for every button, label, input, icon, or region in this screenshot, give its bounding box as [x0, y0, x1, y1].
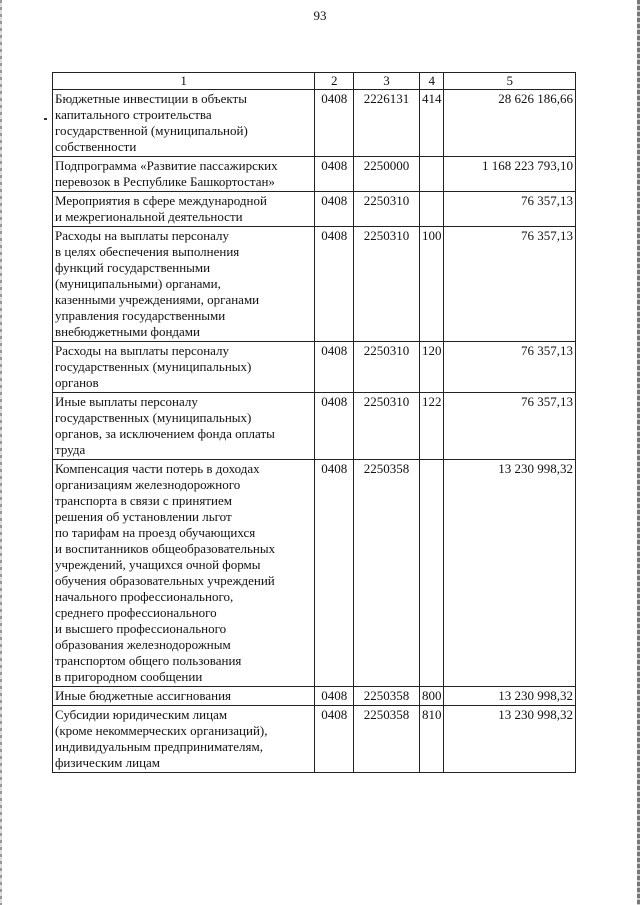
- amount-cell: 28 626 186,66: [444, 90, 576, 157]
- table-row: [53, 157, 576, 192]
- table-row: [53, 687, 576, 706]
- expense-name-line: Компенсация части потерь в доходах: [55, 461, 260, 476]
- section-code-cell: 0408: [315, 90, 354, 157]
- header-col-5: 5: [444, 73, 576, 90]
- section-code-cell: 0408: [315, 227, 354, 342]
- expense-name-line: учреждений, учащихся очной формы: [55, 557, 261, 572]
- expense-name-cell: [53, 342, 315, 393]
- expense-type-cell: [419, 192, 444, 227]
- expense-name-line: решения об установлении льгот: [55, 509, 232, 524]
- expense-name-line: управления государственными: [55, 308, 226, 323]
- article-code-cell: 2226131: [354, 90, 420, 157]
- scan-left-edge: [0, 0, 2, 905]
- page-number: 93: [313, 8, 327, 23]
- expense-name-line: транспортом общего пользования: [55, 653, 242, 668]
- expense-type-cell: 414: [419, 90, 444, 157]
- expense-name-line: капитального строительства: [55, 107, 212, 122]
- amount-cell: 76 357,13: [444, 227, 576, 342]
- expense-name-line: казенными учреждениями, органами: [55, 292, 260, 307]
- expense-name-line: Расходы на выплаты персоналу: [55, 228, 230, 243]
- header-col-4: 4: [419, 73, 444, 90]
- expense-type-cell: 810: [419, 706, 444, 773]
- section-code-cell: 0408: [315, 460, 354, 687]
- expense-name-line: (кроме некоммерческих организаций),: [55, 723, 268, 738]
- article-code-cell: 2250000: [354, 157, 420, 192]
- expense-name-line: Бюджетные инвестиции в объекты: [55, 91, 247, 106]
- expense-name-line: Субсидии юридическим лицам: [55, 707, 228, 722]
- expense-name-cell: [53, 706, 315, 773]
- expense-name-line: обучения образовательных учреждений: [55, 573, 275, 588]
- section-code-cell: 0408: [315, 192, 354, 227]
- expense-name-line: и высшего профессионального: [55, 621, 227, 636]
- expense-type-cell: [419, 157, 444, 192]
- amount-cell: 13 230 998,32: [444, 706, 576, 773]
- expense-name-line: организациям железнодорожного: [55, 477, 241, 492]
- section-code-cell: 0408: [315, 687, 354, 706]
- expense-name-line: в целях обеспечения выполнения: [55, 244, 240, 259]
- expense-name-line: органов, за исключением фонда оплаты: [55, 426, 275, 441]
- amount-cell: 13 230 998,32: [444, 687, 576, 706]
- header-col-3: 3: [354, 73, 420, 90]
- expense-name-line: и воспитанников общеобразовательных: [55, 541, 276, 556]
- expense-name-line: Расходы на выплаты персоналу: [55, 343, 230, 358]
- article-code-cell: 2250310: [354, 227, 420, 342]
- expense-type-cell: [419, 460, 444, 687]
- table-body: [53, 90, 576, 773]
- header-row: [53, 73, 576, 90]
- scan-speck: [44, 118, 47, 120]
- amount-cell: 13 230 998,32: [444, 460, 576, 687]
- article-code-cell: 2250358: [354, 460, 420, 687]
- expense-name-line: транспорта в связи с принятием: [55, 493, 232, 508]
- expense-name-line: государственных (муниципальных): [55, 410, 252, 425]
- expense-name-line: Иные бюджетные ассигнования: [55, 688, 232, 703]
- table-row: [53, 192, 576, 227]
- expense-name-line: начального профессионального,: [55, 589, 234, 604]
- expense-name-line: органов: [55, 375, 99, 390]
- table-row: [53, 706, 576, 773]
- expense-name-line: государственных (муниципальных): [55, 359, 252, 374]
- expense-name-cell: [53, 393, 315, 460]
- expense-name-line: среднего профессионального: [55, 605, 217, 620]
- budget-table: [52, 72, 576, 773]
- expense-name-cell: [53, 157, 315, 192]
- expense-name-cell: [53, 687, 315, 706]
- expense-name-line: государственной (муниципальной): [55, 123, 248, 138]
- article-code-cell: 2250358: [354, 706, 420, 773]
- expense-name-line: Подпрограмма «Развитие пассажирских: [55, 158, 278, 173]
- amount-cell: 1 168 223 793,10: [444, 157, 576, 192]
- amount-cell: 76 357,13: [444, 393, 576, 460]
- expense-name-cell: [53, 227, 315, 342]
- header-col-2: 2: [315, 73, 354, 90]
- expense-name-line: образования железнодорожным: [55, 637, 231, 652]
- section-code-cell: 0408: [315, 393, 354, 460]
- section-code-cell: 0408: [315, 342, 354, 393]
- expense-type-cell: 122: [419, 393, 444, 460]
- section-code-cell: 0408: [315, 706, 354, 773]
- article-code-cell: 2250358: [354, 687, 420, 706]
- expense-type-cell: 100: [419, 227, 444, 342]
- expense-name-cell: [53, 90, 315, 157]
- expense-type-cell: 120: [419, 342, 444, 393]
- article-code-cell: 2250310: [354, 393, 420, 460]
- expense-name-line: труда: [55, 442, 86, 457]
- expense-name-line: собственности: [55, 139, 137, 154]
- expense-name-line: и межрегиональной деятельности: [55, 209, 243, 224]
- expense-name-line: (муниципальными) органами,: [55, 276, 221, 291]
- expense-name-cell: [53, 192, 315, 227]
- expense-name-line: физическим лицам: [55, 755, 161, 770]
- expense-name-line: Мероприятия в сфере международной: [55, 193, 267, 208]
- table-row: [53, 227, 576, 342]
- table-row: [53, 342, 576, 393]
- expense-name-line: Иные выплаты персоналу: [55, 394, 198, 409]
- article-code-cell: 2250310: [354, 342, 420, 393]
- table-row: [53, 393, 576, 460]
- amount-cell: 76 357,13: [444, 342, 576, 393]
- expense-name-line: внебюджетными фондами: [55, 324, 200, 339]
- expense-name-line: перевозок в Республике Башкортостан»: [55, 174, 275, 189]
- section-code-cell: 0408: [315, 157, 354, 192]
- header-col-1: 1: [53, 73, 315, 90]
- table-row: [53, 460, 576, 687]
- article-code-cell: 2250310: [354, 192, 420, 227]
- expense-name-line: по тарифам на проезд обучающихся: [55, 525, 256, 540]
- expense-name-cell: [53, 460, 315, 687]
- expense-name-line: индивидуальным предпринимателям,: [55, 739, 263, 754]
- table-row: [53, 90, 576, 157]
- expense-name-line: функций государственными: [55, 260, 211, 275]
- expense-name-line: в пригородном сообщении: [55, 669, 203, 684]
- expense-type-cell: 800: [419, 687, 444, 706]
- amount-cell: 76 357,13: [444, 192, 576, 227]
